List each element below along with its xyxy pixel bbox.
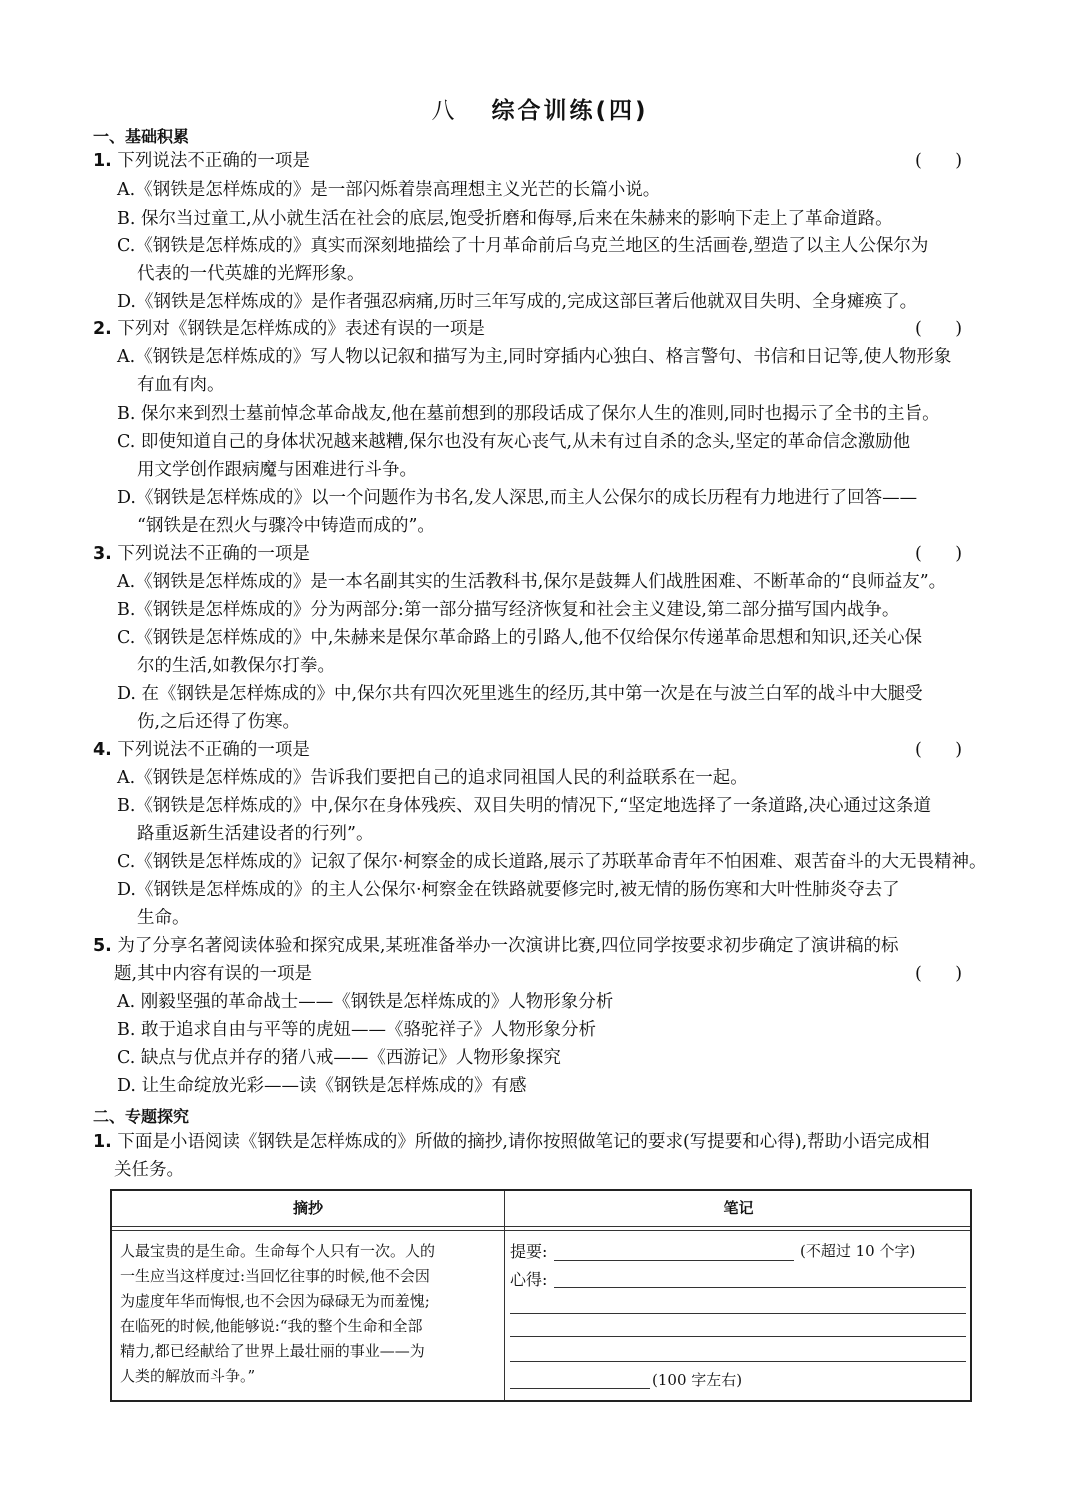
- option-1b: B. 保尔当过童工,从小就生活在社会的底层,饱受折磨和侮辱,后来在朱赫来的影响下走上了革命道路。: [117, 209, 893, 229]
- question-5: 5. 为了分享名著阅读体验和探究成果,某班准备举办一次演讲比赛,四位同学按要求初步确定了演讲稿的标: [93, 936, 899, 956]
- reflection-hint: (100 字左右): [652, 1371, 743, 1389]
- option-1c: C.《钢铁是怎样炼成的》真实而深刻地描绘了十月革命前后乌克兰地区的生活画卷,塑造了以主人公保尔为: [117, 236, 929, 256]
- option-2a: A.《钢铁是怎样炼成的》写人物以记叙和描写为主,同时穿插内心独白、格言警句、书信和日记等,使人物形象: [117, 347, 952, 367]
- table-header-rule: [112, 1226, 970, 1227]
- option-2d-cont: “钢铁是在烈火与骤冷中铸造而成的”。: [137, 516, 435, 536]
- question-3: 3. 下列说法不正确的一项是: [93, 544, 310, 564]
- summary-hint: (不超过 10 个字): [800, 1242, 916, 1260]
- reflection-label: 心得:: [510, 1270, 548, 1289]
- option-3c-cont: 尔的生活,如教保尔打拳。: [137, 656, 336, 676]
- section-heading-basic: 一、基础积累: [93, 127, 190, 146]
- option-4a: A.《钢铁是怎样炼成的》告诉我们要把自己的追求同祖国人民的利益联系在一起。: [117, 768, 748, 788]
- answer-bracket[interactable]: ( ): [915, 544, 963, 564]
- table-divider: [504, 1191, 505, 1400]
- page-title: [0, 92, 1080, 125]
- option-1a: A.《钢铁是怎样炼成的》是一部闪烁着崇高理想主义光芒的长篇小说。: [117, 180, 661, 200]
- option-1c-cont: 代表的一代英雄的光辉形象。: [137, 264, 365, 284]
- title-text: 综合训练(四): [491, 98, 649, 124]
- reflection-blank[interactable]: [510, 1388, 650, 1389]
- answer-bracket[interactable]: ( ): [915, 151, 963, 171]
- excerpt-text: 人最宝贵的是生命。生命每个人只有一次。人的 一生应当这样度过:当回忆往事的时候,他不会因 为虚度年华而悔恨,也不会因为碌碌无为而羞愧; 在临死的时候,他能够说:“我的整个生命和全部 精力,都已经献给了世界上最壮丽的事业——为 人类的解放而斗争。”: [120, 1242, 436, 1385]
- table-header-notes: 笔记: [723, 1199, 754, 1217]
- option-5d: D. 让生命绽放光彩——读《钢铁是怎样炼成的》有感: [117, 1076, 527, 1096]
- reflection-blank[interactable]: [510, 1336, 966, 1337]
- option-2c-cont: 用文学创作跟病魔与困难进行斗争。: [137, 460, 417, 480]
- answer-bracket[interactable]: ( ): [915, 740, 963, 760]
- inquiry-question-1-cont: 关任务。: [114, 1160, 184, 1180]
- reflection-blank[interactable]: [510, 1361, 966, 1362]
- option-4c: C.《钢铁是怎样炼成的》记叙了保尔·柯察金的成长道路,展示了苏联革命青年不怕困难、艰苦奋斗的大无畏精神。: [117, 852, 987, 872]
- option-2b: B. 保尔来到烈士墓前悼念革命战友,他在墓前想到的那段话成了保尔人生的准则,同时也揭示了全书的主旨。: [117, 404, 940, 424]
- option-3a: A.《钢铁是怎样炼成的》是一本名副其实的生活教科书,保尔是鼓舞人们战胜困难、不断革命的“良师益友”。: [117, 572, 947, 592]
- question-2: 2. 下列对《钢铁是怎样炼成的》表述有误的一项是: [93, 319, 485, 339]
- option-2a-cont: 有血有肉。: [137, 375, 225, 395]
- option-3c: C.《钢铁是怎样炼成的》中,朱赫来是保尔革命路上的引路人,他不仅给保尔传递革命思想和知识,还关心保: [117, 628, 923, 648]
- question-5-cont: 题,其中内容有误的一项是: [114, 964, 313, 984]
- option-3d: D. 在《钢铁是怎样炼成的》中,保尔共有四次死里逃生的经历,其中第一次是在与波兰白军的战斗中大腿受: [117, 684, 923, 704]
- summary-blank[interactable]: [554, 1260, 794, 1261]
- summary-label: 提要:: [510, 1242, 548, 1261]
- option-5b: B. 敢于追求自由与平等的虎妞——《骆驼祥子》人物形象分析: [117, 1020, 596, 1040]
- option-3b: B.《钢铁是怎样炼成的》分为两部分:第一部分描写经济恢复和社会主义建设,第二部分描写国内战争。: [117, 600, 900, 620]
- reflection-blank[interactable]: [510, 1313, 966, 1314]
- answer-bracket[interactable]: ( ): [915, 319, 963, 339]
- option-4d: D.《钢铁是怎样炼成的》的主人公保尔·柯察金在铁路就要修完时,被无情的肠伤寒和大叶性肺炎夺去了: [117, 880, 900, 900]
- reflection-blank[interactable]: [554, 1287, 966, 1288]
- question-1: 1. 下列说法不正确的一项是: [93, 151, 310, 171]
- option-1d: D.《钢铁是怎样炼成的》是作者强忍病痛,历时三年写成的,完成这部巨著后他就双目失明、全身瘫痪了。: [117, 292, 918, 312]
- option-2d: D.《钢铁是怎样炼成的》以一个问题作为书名,发人深思,而主人公保尔的成长历程有力地进行了回答——: [117, 488, 918, 508]
- option-4b-cont: 路重返新生活建设者的行列”。: [137, 824, 374, 844]
- answer-bracket[interactable]: ( ): [915, 964, 963, 984]
- title-number: 八: [431, 98, 458, 124]
- table-header-excerpt: 摘抄: [292, 1199, 323, 1217]
- option-2c: C. 即使知道自己的身体状况越来越糟,保尔也没有灰心丧气,从未有过自杀的念头,坚定的革命信念激励他: [117, 432, 911, 452]
- section-heading-inquiry: 二、专题探究: [93, 1107, 190, 1126]
- option-5c: C. 缺点与优点并存的猪八戒——《西游记》人物形象探究: [117, 1048, 561, 1068]
- option-3d-cont: 伤,之后还得了伤寒。: [137, 712, 301, 732]
- inquiry-question-1: 1. 下面是小语阅读《钢铁是怎样炼成的》所做的摘抄,请你按照做笔记的要求(写提要和心得),帮助小语完成相: [93, 1132, 930, 1152]
- option-5a: A. 刚毅坚强的革命战士——《钢铁是怎样炼成的》人物形象分析: [117, 992, 614, 1012]
- option-4b: B.《钢铁是怎样炼成的》中,保尔在身体残疾、双目失明的情况下,“坚定地选择了一条道路,决心通过这条道: [117, 796, 932, 816]
- option-4d-cont: 生命。: [137, 908, 190, 928]
- notes-table: [110, 1189, 972, 1402]
- question-4: 4. 下列说法不正确的一项是: [93, 740, 310, 760]
- table-header-rule: [112, 1230, 970, 1231]
